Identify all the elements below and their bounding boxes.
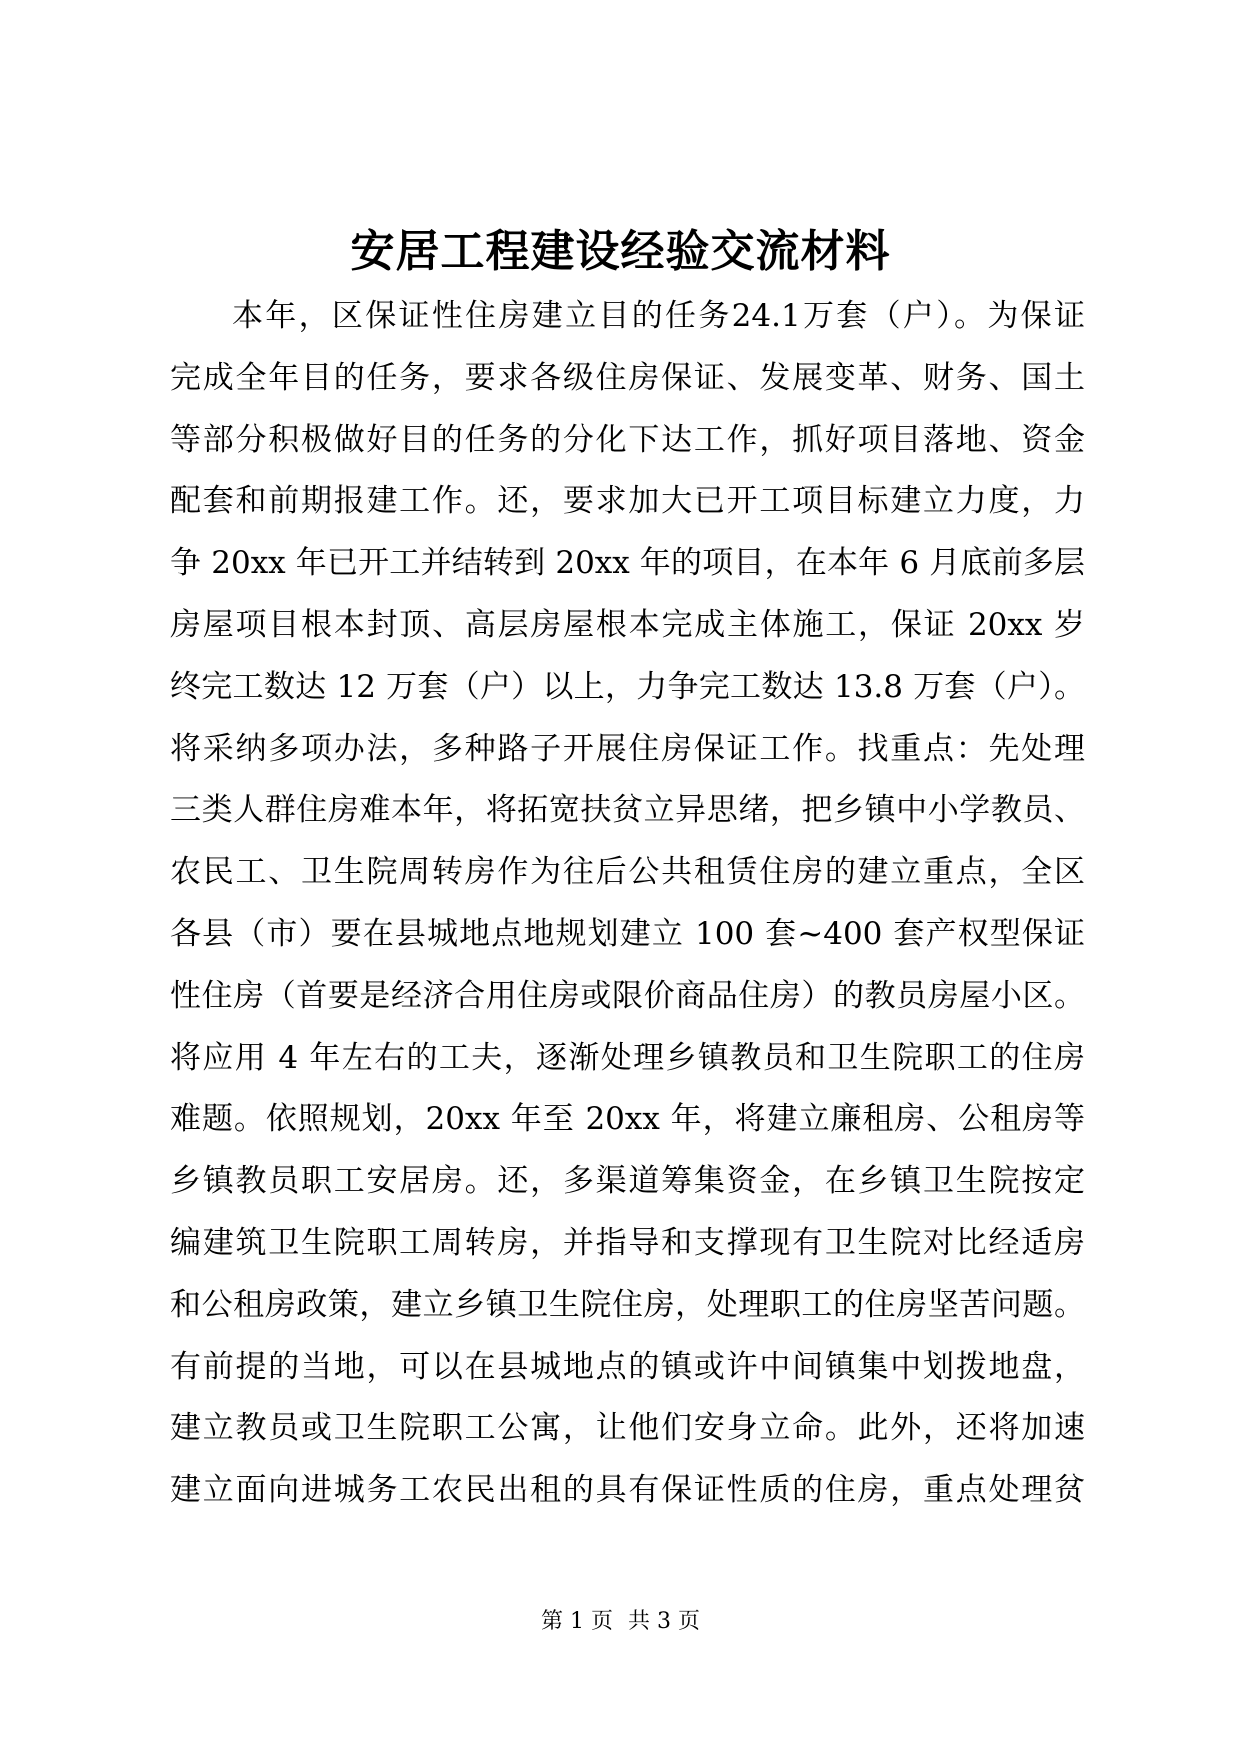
body-line: 建立教员或卫生院职工公寓，让他们安身立命。此外，还将加速	[170, 1410, 1085, 1447]
body-line: 争 20xx 年已开工并结转到 20xx 年的项目，在本年 6 月底前多层	[170, 545, 1085, 582]
body-line: 等部分积极做好目的任务的分化下达工作，抓好项目落地、资金	[170, 421, 1085, 458]
body-line: 各县（市）要在县城地点地规划建立 100 套~400 套产权型保证	[170, 915, 1085, 952]
body-line: 有前提的当地，可以在县城地点的镇或许中间镇集中划拨地盘，	[170, 1348, 1085, 1385]
body-line: 房屋项目根本封顶、高层房屋根本完成主体施工，保证 20xx 岁	[170, 606, 1085, 643]
body-line: 乡镇教员职工安居房。还，多渠道筹集资金，在乡镇卫生院按定	[170, 1163, 1085, 1200]
body-line: 编建筑卫生院职工周转房，并指导和支撑现有卫生院对比经适房	[170, 1224, 1085, 1261]
body-line: 建立面向进城务工农民出租的具有保证性质的住房，重点处理贫	[170, 1472, 1085, 1509]
body-line: 和公租房政策，建立乡镇卫生院住房，处理职工的住房坚苦问题。	[170, 1286, 1085, 1323]
body-line: 终完工数达 12 万套（户）以上，力争完工数达 13.8 万套（户）。	[170, 668, 1085, 705]
body-line: 完成全年目的任务，要求各级住房保证、发展变革、财务、国土	[170, 359, 1085, 396]
document-title: 安居工程建设经验交流材料	[350, 226, 891, 277]
body-line: 本年，区保证性住房建立目的任务24.1万套（户）。为保证	[232, 298, 1085, 334]
body-line: 三类人群住房难本年，将拓宽扶贫立异思绪，把乡镇中小学教员、	[170, 792, 1085, 829]
body-line: 性住房（首要是经济合用住房或限价商品住房）的教员房屋小区。	[170, 977, 1085, 1014]
body-line: 将应用 4 年左右的工夫，逐渐处理乡镇教员和卫生院职工的住房	[170, 1039, 1085, 1076]
body-line: 将采纳多项办法，多种路子开展住房保证工作。找重点：先处理	[170, 730, 1085, 767]
page-number: 第 1 页	[541, 1609, 613, 1634]
page-total: 共 3 页	[628, 1609, 700, 1634]
body-line: 难题。依照规划，20xx 年至 20xx 年，将建立廉租房、公租房等	[170, 1101, 1085, 1138]
page-footer	[0, 1607, 1241, 1637]
document-body	[170, 286, 1085, 1522]
body-line: 农民工、卫生院周转房作为往后公共租赁住房的建立重点，全区	[170, 854, 1085, 891]
body-line: 配套和前期报建工作。还，要求加大已开工项目标建立力度，力	[170, 483, 1085, 520]
